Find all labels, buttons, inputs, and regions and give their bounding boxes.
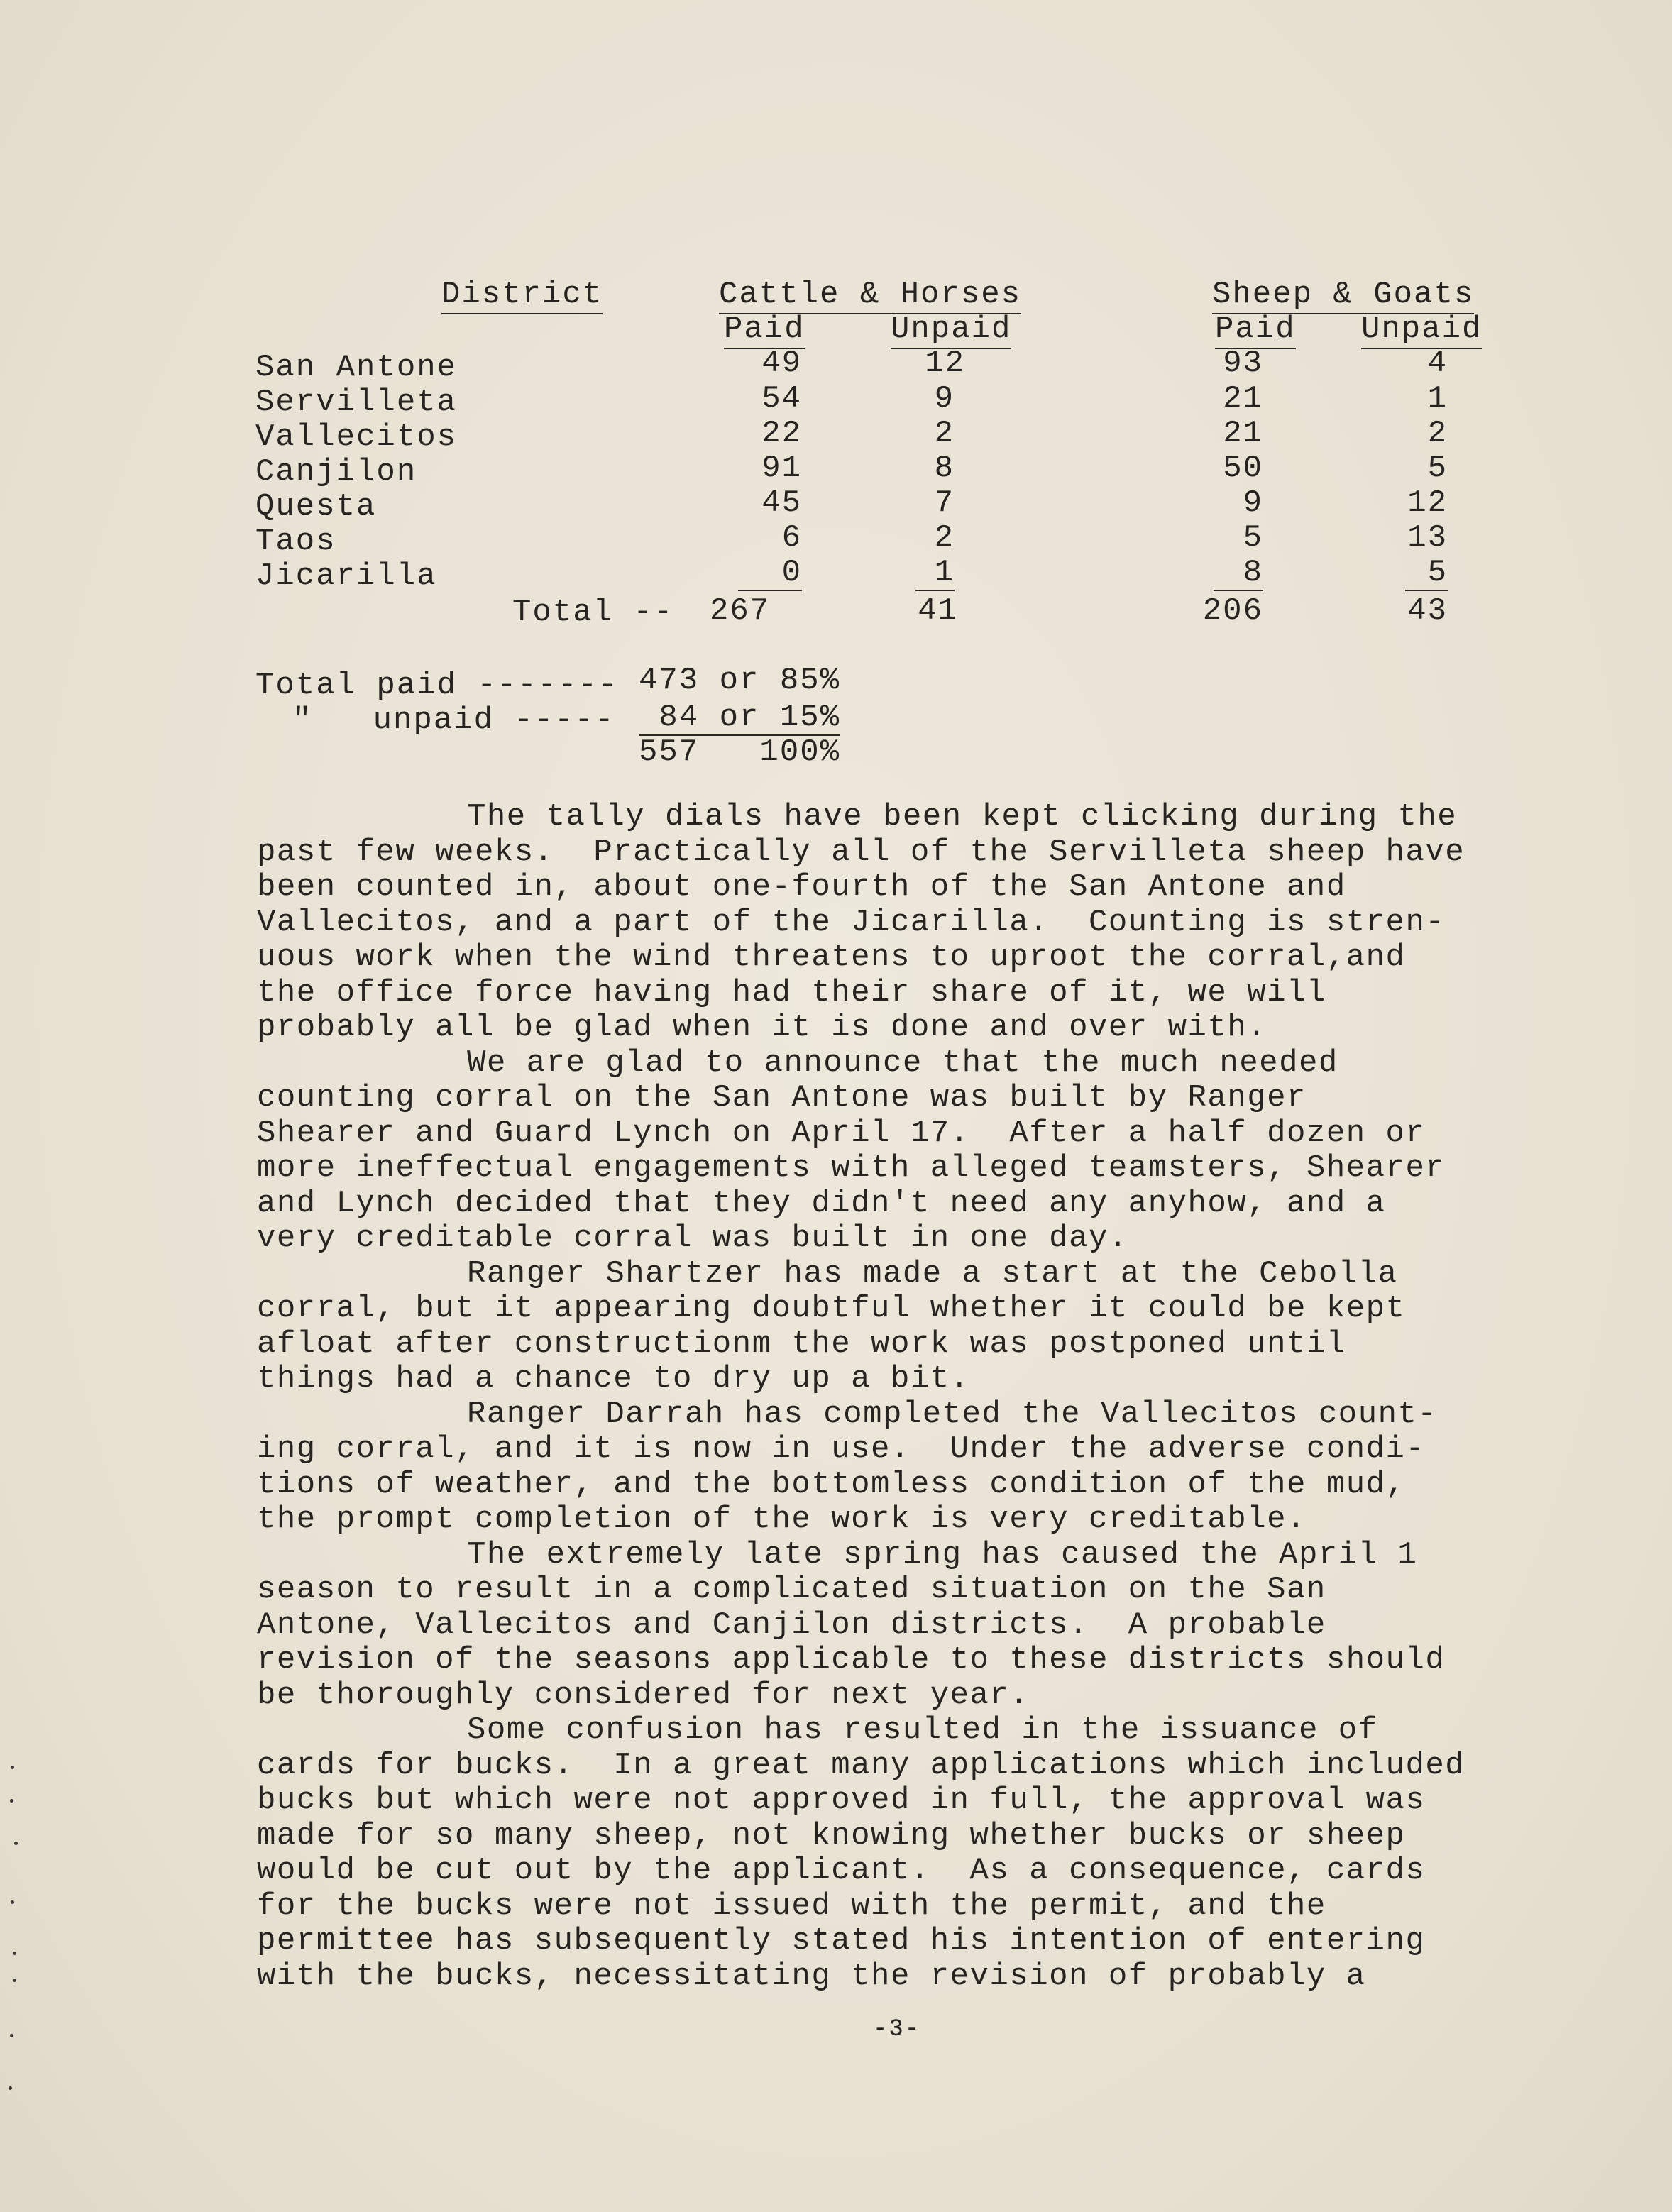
district-name: Taos	[255, 524, 336, 559]
cattle-paid-cell: 6	[781, 520, 802, 556]
cattle-unpaid-cell: 8	[934, 451, 955, 486]
text-line: Antone, Vallecitos and Canjilon districts. A probable	[257, 1607, 1326, 1643]
header-cattle-paid: Paid	[724, 314, 805, 349]
cattle-unpaid-cell: 12	[925, 346, 965, 381]
total-unpaid-value: 84 or 15%	[639, 700, 841, 735]
text-line: probably all be glad when it is done and over with.	[257, 1010, 1267, 1045]
sheep-paid-cell: 21	[1223, 416, 1263, 451]
text-line: more ineffectual engagements with alleged teamsters, Shearer	[257, 1150, 1446, 1186]
text-line: tions of weather, and the bottomless condition of the mud,	[257, 1466, 1406, 1502]
district-name: Jicarilla	[255, 558, 437, 594]
margin-mark	[9, 2086, 12, 2090]
cattle-unpaid-cell: 2	[934, 416, 955, 451]
header-cattle-unpaid: Unpaid	[891, 314, 1011, 349]
header-district: District	[441, 279, 603, 314]
text-line: counting corral on the San Antone was built by Ranger	[257, 1080, 1307, 1116]
text-line: Shearer and Guard Lynch on April 17. After a half dozen or	[257, 1115, 1426, 1151]
header-sheep-paid: Paid	[1215, 314, 1296, 349]
total-label: Total --	[512, 595, 694, 630]
header-sheep-goats: Sheep & Goats	[1212, 279, 1474, 314]
page-number: -3-	[873, 2016, 921, 2043]
sheep-unpaid-cell: 5	[1427, 451, 1448, 486]
text-line: made for so many sheep, not knowing whether bucks or sheep	[257, 1817, 1406, 1854]
text-line: past few weeks. Practically all of the Servilleta sheep have	[257, 834, 1465, 870]
text-line: been counted in, about one-fourth of the San Antone and	[257, 869, 1346, 905]
sheep-unpaid-cell: 13	[1407, 520, 1448, 556]
text-line: very creditable corral was built in one day.	[257, 1221, 1128, 1256]
text-line: We are glad to announce that the much needed	[467, 1045, 1338, 1081]
cattle-paid-cell: 45	[761, 485, 802, 521]
text-line: with the bucks, necessitating the revision of probably a	[257, 1958, 1366, 1994]
cattle-paid-cell: 49	[761, 346, 802, 381]
total-cattle-unpaid: 41	[918, 593, 958, 629]
text-line: Ranger Darrah has completed the Vallecitos count-	[467, 1396, 1438, 1432]
sheep-unpaid-cell: 12	[1407, 485, 1448, 521]
text-line: bucks but which were not approved in full, the approval was	[257, 1783, 1426, 1818]
total-sheep-paid: 206	[1202, 593, 1263, 629]
margin-mark	[10, 1799, 13, 1803]
header-sheep-unpaid: Unpaid	[1361, 314, 1482, 349]
text-line: permittee has subsequently stated his intention of entering	[257, 1923, 1426, 1959]
sheep-unpaid-cell: 2	[1427, 416, 1448, 451]
text-line: afloat after constructionm the work was postponed until	[257, 1326, 1346, 1362]
text-line: Ranger Shartzer has made a start at the Cebolla	[467, 1255, 1398, 1292]
text-line: The extremely late spring has caused the April 1	[467, 1536, 1418, 1573]
district-name: San Antone	[255, 350, 458, 385]
cattle-unpaid-cell: 2	[934, 520, 955, 556]
text-line: Vallecitos, and a part of the Jicarilla. Counting is stren-	[257, 904, 1446, 940]
text-line: cards for bucks. In a great many applications which included	[257, 1747, 1465, 1783]
margin-mark	[11, 1766, 14, 1769]
total-unpaid-label: " unpaid -----	[292, 703, 615, 738]
text-line: be thoroughly considered for next year.	[257, 1677, 1030, 1713]
text-line: the prompt completion of the work is very creditable.	[257, 1502, 1307, 1537]
grand-total-value: 557 100%	[639, 734, 841, 770]
text-line: corral, but it appearing doubtful whether it could be kept	[257, 1291, 1406, 1326]
text-line: season to result in a complicated situation on the San	[257, 1572, 1326, 1607]
margin-mark	[14, 1842, 18, 1845]
cattle-paid-cell: 0	[738, 557, 802, 591]
text-line: uous work when the wind threatens to uproot the corral,and	[257, 940, 1406, 975]
cattle-unpaid-cell: 7	[934, 485, 955, 521]
sheep-unpaid-cell: 4	[1427, 346, 1448, 381]
sheep-paid-cell: 93	[1223, 346, 1263, 381]
cattle-paid-cell: 91	[761, 451, 802, 486]
total-cattle-paid: 267	[710, 593, 771, 629]
district-name: Servilleta	[255, 385, 458, 420]
total-paid-label: Total paid -------	[255, 668, 619, 703]
text-line: for the bucks were not issued with the permit, and the	[257, 1888, 1326, 1924]
text-line: the office force having had their share of it, we will	[257, 974, 1326, 1011]
margin-mark	[11, 1900, 14, 1904]
district-name: Vallecitos	[255, 419, 458, 455]
district-name: Questa	[255, 489, 377, 524]
text-line: and Lynch decided that they didn't need any anyhow, and a	[257, 1185, 1386, 1221]
sheep-paid-cell: 9	[1243, 485, 1263, 521]
margin-mark	[13, 1952, 16, 1955]
text-line: revision of the seasons applicable to these districts should	[257, 1642, 1446, 1678]
sheep-paid-cell: 21	[1223, 381, 1263, 417]
cattle-unpaid-cell: 9	[934, 381, 955, 417]
total-paid-value: 473 or 85%	[639, 663, 841, 698]
total-sheep-unpaid: 43	[1407, 593, 1448, 629]
sheep-paid-cell: 5	[1243, 520, 1263, 556]
text-line: ing corral, and it is now in use. Under the adverse condi-	[257, 1431, 1426, 1467]
cattle-paid-cell: 54	[761, 381, 802, 417]
text-line: things had a chance to dry up a bit.	[257, 1361, 970, 1397]
body-text	[257, 800, 1563, 1994]
cattle-unpaid-cell: 1	[915, 557, 955, 591]
header-cattle-horses: Cattle & Horses	[719, 279, 1021, 314]
text-line: The tally dials have been kept clicking during the	[467, 799, 1458, 835]
district-name: Canjilon	[255, 454, 417, 490]
sheep-paid-cell: 8	[1214, 557, 1263, 591]
cattle-paid-cell: 22	[761, 416, 802, 451]
sheep-unpaid-cell: 5	[1405, 557, 1448, 591]
text-line: Some confusion has resulted in the issuance of	[467, 1712, 1378, 1748]
sheep-paid-cell: 50	[1223, 451, 1263, 486]
sheep-unpaid-cell: 1	[1427, 381, 1448, 417]
text-line: would be cut out by the applicant. As a consequence, cards	[257, 1853, 1426, 1888]
margin-mark	[13, 1979, 16, 1982]
margin-mark	[10, 2034, 13, 2037]
